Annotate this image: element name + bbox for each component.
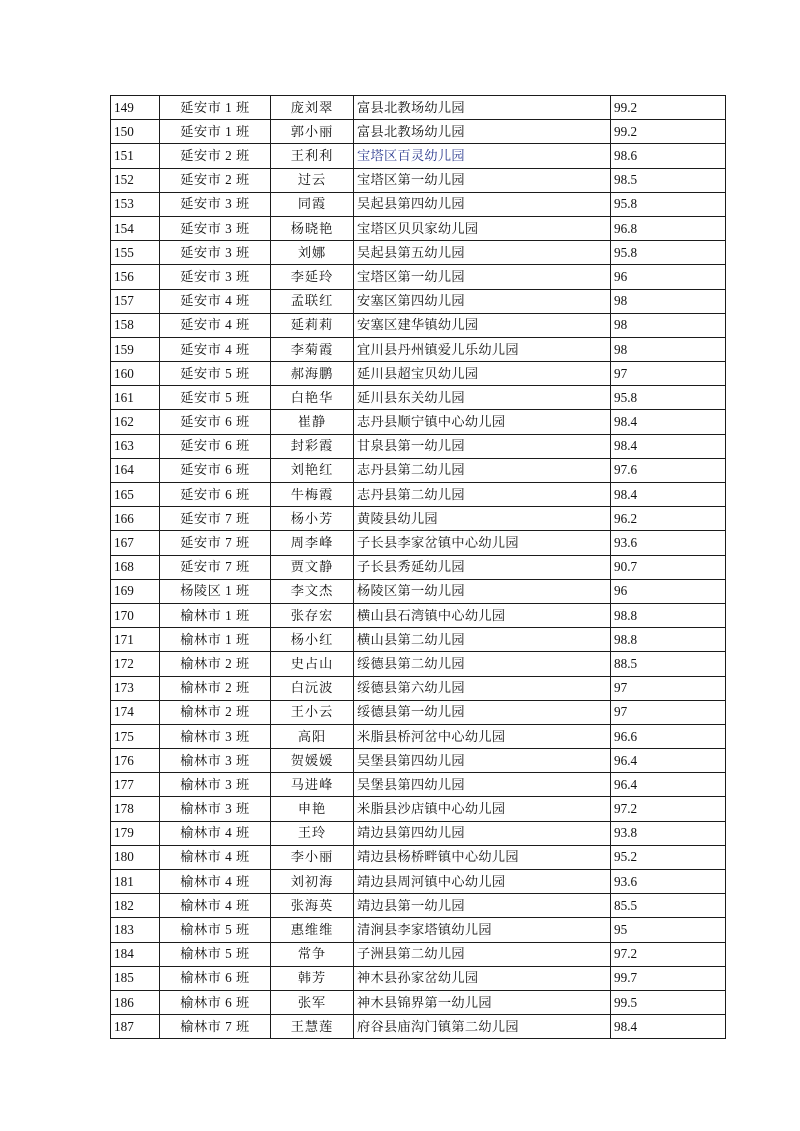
cell-score: 93.6 xyxy=(611,870,726,894)
cell-class: 榆林市 2 班 xyxy=(160,676,271,700)
cell-score: 98.4 xyxy=(611,410,726,434)
cell-class: 延安市 6 班 xyxy=(160,483,271,507)
cell-name: 郝海鹏 xyxy=(271,362,354,386)
cell-unit: 延川县超宝贝幼儿园 xyxy=(354,362,611,386)
cell-index: 182 xyxy=(111,894,160,918)
cell-index: 150 xyxy=(111,120,160,144)
cell-unit: 横山县第二幼儿园 xyxy=(354,628,611,652)
cell-index: 185 xyxy=(111,966,160,990)
table-row xyxy=(111,870,726,894)
roster-table-body xyxy=(111,96,726,1039)
cell-name: 惠维维 xyxy=(271,918,354,942)
cell-class: 榆林市 3 班 xyxy=(160,724,271,748)
cell-score: 99.2 xyxy=(611,96,726,120)
cell-name: 周李峰 xyxy=(271,531,354,555)
table-row xyxy=(111,700,726,724)
table-row xyxy=(111,773,726,797)
cell-index: 162 xyxy=(111,410,160,434)
cell-index: 158 xyxy=(111,313,160,337)
cell-index: 187 xyxy=(111,1015,160,1039)
table-row xyxy=(111,337,726,361)
cell-class: 榆林市 4 班 xyxy=(160,845,271,869)
cell-class: 榆林市 2 班 xyxy=(160,652,271,676)
cell-index: 178 xyxy=(111,797,160,821)
cell-score: 96.4 xyxy=(611,773,726,797)
cell-unit: 富县北教场幼儿园 xyxy=(354,96,611,120)
cell-index: 183 xyxy=(111,918,160,942)
cell-index: 153 xyxy=(111,192,160,216)
table-row xyxy=(111,894,726,918)
table-row xyxy=(111,749,726,773)
cell-index: 176 xyxy=(111,749,160,773)
cell-name: 常争 xyxy=(271,942,354,966)
cell-index: 174 xyxy=(111,700,160,724)
cell-class: 延安市 7 班 xyxy=(160,531,271,555)
table-row xyxy=(111,458,726,482)
roster-table-container xyxy=(110,95,690,1039)
cell-name: 张海英 xyxy=(271,894,354,918)
cell-score: 95 xyxy=(611,918,726,942)
cell-unit: 子洲县第二幼儿园 xyxy=(354,942,611,966)
cell-class: 榆林市 6 班 xyxy=(160,966,271,990)
table-row xyxy=(111,289,726,313)
cell-name: 白沅波 xyxy=(271,676,354,700)
cell-class: 延安市 7 班 xyxy=(160,507,271,531)
table-row xyxy=(111,410,726,434)
cell-name: 孟联红 xyxy=(271,289,354,313)
cell-class: 延安市 5 班 xyxy=(160,362,271,386)
cell-score: 97 xyxy=(611,700,726,724)
cell-class: 榆林市 4 班 xyxy=(160,821,271,845)
cell-unit: 吴起县第四幼儿园 xyxy=(354,192,611,216)
table-row xyxy=(111,96,726,120)
cell-name: 杨小红 xyxy=(271,628,354,652)
cell-class: 延安市 1 班 xyxy=(160,96,271,120)
cell-index: 184 xyxy=(111,942,160,966)
cell-score: 98.8 xyxy=(611,603,726,627)
cell-score: 96.8 xyxy=(611,216,726,240)
cell-score: 96 xyxy=(611,265,726,289)
cell-index: 163 xyxy=(111,434,160,458)
table-row xyxy=(111,966,726,990)
table-row xyxy=(111,990,726,1014)
cell-class: 杨陵区 1 班 xyxy=(160,579,271,603)
cell-unit: 府谷县庙沟门镇第二幼儿园 xyxy=(354,1015,611,1039)
cell-name: 杨晓艳 xyxy=(271,216,354,240)
cell-score: 98 xyxy=(611,289,726,313)
cell-name: 白艳华 xyxy=(271,386,354,410)
cell-name: 韩芳 xyxy=(271,966,354,990)
cell-index: 172 xyxy=(111,652,160,676)
cell-name: 同霞 xyxy=(271,192,354,216)
cell-unit: 靖边县第四幼儿园 xyxy=(354,821,611,845)
cell-class: 榆林市 4 班 xyxy=(160,894,271,918)
cell-score: 96 xyxy=(611,579,726,603)
cell-index: 179 xyxy=(111,821,160,845)
cell-score: 98.4 xyxy=(611,434,726,458)
cell-score: 95.8 xyxy=(611,241,726,265)
cell-unit: 绥德县第二幼儿园 xyxy=(354,652,611,676)
cell-name: 李菊霞 xyxy=(271,337,354,361)
cell-class: 延安市 4 班 xyxy=(160,313,271,337)
cell-name: 李小丽 xyxy=(271,845,354,869)
table-row xyxy=(111,821,726,845)
cell-class: 延安市 5 班 xyxy=(160,386,271,410)
cell-class: 延安市 6 班 xyxy=(160,434,271,458)
cell-unit: 子长县秀延幼儿园 xyxy=(354,555,611,579)
cell-class: 延安市 3 班 xyxy=(160,216,271,240)
cell-class: 延安市 3 班 xyxy=(160,192,271,216)
table-row xyxy=(111,265,726,289)
table-row xyxy=(111,531,726,555)
cell-name: 贺媛媛 xyxy=(271,749,354,773)
cell-score: 97.6 xyxy=(611,458,726,482)
cell-name: 庞刘翠 xyxy=(271,96,354,120)
cell-score: 85.5 xyxy=(611,894,726,918)
cell-class: 榆林市 5 班 xyxy=(160,942,271,966)
cell-unit: 米脂县沙店镇中心幼儿园 xyxy=(354,797,611,821)
cell-score: 93.6 xyxy=(611,531,726,555)
table-row xyxy=(111,507,726,531)
cell-score: 98 xyxy=(611,337,726,361)
cell-score: 97.2 xyxy=(611,942,726,966)
cell-score: 98 xyxy=(611,313,726,337)
table-row xyxy=(111,386,726,410)
cell-name: 高阳 xyxy=(271,724,354,748)
cell-score: 96.2 xyxy=(611,507,726,531)
cell-class: 榆林市 2 班 xyxy=(160,700,271,724)
table-row xyxy=(111,1015,726,1039)
cell-score: 95.8 xyxy=(611,386,726,410)
cell-class: 榆林市 3 班 xyxy=(160,749,271,773)
cell-name: 杨小芳 xyxy=(271,507,354,531)
cell-unit: 甘泉县第一幼儿园 xyxy=(354,434,611,458)
cell-index: 177 xyxy=(111,773,160,797)
cell-class: 延安市 3 班 xyxy=(160,241,271,265)
cell-class: 延安市 7 班 xyxy=(160,555,271,579)
cell-index: 154 xyxy=(111,216,160,240)
cell-class: 延安市 4 班 xyxy=(160,337,271,361)
cell-score: 96.6 xyxy=(611,724,726,748)
cell-index: 165 xyxy=(111,483,160,507)
cell-score: 99.5 xyxy=(611,990,726,1014)
cell-unit: 靖边县杨桥畔镇中心幼儿园 xyxy=(354,845,611,869)
table-row xyxy=(111,652,726,676)
cell-index: 167 xyxy=(111,531,160,555)
table-row xyxy=(111,120,726,144)
cell-index: 152 xyxy=(111,168,160,192)
cell-index: 157 xyxy=(111,289,160,313)
cell-score: 97.2 xyxy=(611,797,726,821)
cell-unit: 绥德县第六幼儿园 xyxy=(354,676,611,700)
table-row xyxy=(111,362,726,386)
cell-unit: 清涧县李家塔镇幼儿园 xyxy=(354,918,611,942)
cell-unit: 杨陵区第一幼儿园 xyxy=(354,579,611,603)
cell-name: 郭小丽 xyxy=(271,120,354,144)
table-row xyxy=(111,918,726,942)
cell-index: 156 xyxy=(111,265,160,289)
cell-unit: 志丹县第二幼儿园 xyxy=(354,458,611,482)
cell-name: 刘初海 xyxy=(271,870,354,894)
cell-unit: 黄陵县幼儿园 xyxy=(354,507,611,531)
table-row xyxy=(111,555,726,579)
cell-index: 175 xyxy=(111,724,160,748)
table-row xyxy=(111,483,726,507)
cell-unit: 宝塔区贝贝家幼儿园 xyxy=(354,216,611,240)
cell-unit: 宝塔区第一幼儿园 xyxy=(354,168,611,192)
cell-unit: 吴堡县第四幼儿园 xyxy=(354,773,611,797)
cell-score: 96.4 xyxy=(611,749,726,773)
cell-unit: 宝塔区百灵幼儿园 xyxy=(354,144,611,168)
cell-score: 95.8 xyxy=(611,192,726,216)
table-row xyxy=(111,144,726,168)
cell-score: 98.4 xyxy=(611,1015,726,1039)
cell-unit: 吴起县第五幼儿园 xyxy=(354,241,611,265)
table-row xyxy=(111,676,726,700)
cell-index: 168 xyxy=(111,555,160,579)
cell-index: 161 xyxy=(111,386,160,410)
cell-class: 榆林市 1 班 xyxy=(160,603,271,627)
cell-class: 延安市 6 班 xyxy=(160,410,271,434)
cell-class: 榆林市 7 班 xyxy=(160,1015,271,1039)
cell-name: 马进峰 xyxy=(271,773,354,797)
cell-class: 延安市 2 班 xyxy=(160,168,271,192)
cell-unit: 宝塔区第一幼儿园 xyxy=(354,265,611,289)
cell-name: 李延玲 xyxy=(271,265,354,289)
cell-index: 170 xyxy=(111,603,160,627)
cell-score: 98.4 xyxy=(611,483,726,507)
cell-unit: 靖边县第一幼儿园 xyxy=(354,894,611,918)
cell-unit: 绥德县第一幼儿园 xyxy=(354,700,611,724)
cell-name: 张存宏 xyxy=(271,603,354,627)
table-row xyxy=(111,603,726,627)
cell-name: 王利利 xyxy=(271,144,354,168)
cell-name: 贾文静 xyxy=(271,555,354,579)
cell-unit: 子长县李家岔镇中心幼儿园 xyxy=(354,531,611,555)
cell-index: 166 xyxy=(111,507,160,531)
cell-score: 95.2 xyxy=(611,845,726,869)
cell-name: 王慧莲 xyxy=(271,1015,354,1039)
table-row xyxy=(111,797,726,821)
cell-name: 王小云 xyxy=(271,700,354,724)
cell-score: 98.8 xyxy=(611,628,726,652)
cell-name: 李文杰 xyxy=(271,579,354,603)
table-row xyxy=(111,241,726,265)
cell-index: 171 xyxy=(111,628,160,652)
table-row xyxy=(111,845,726,869)
cell-unit: 志丹县第二幼儿园 xyxy=(354,483,611,507)
cell-class: 榆林市 6 班 xyxy=(160,990,271,1014)
table-row xyxy=(111,579,726,603)
table-row xyxy=(111,942,726,966)
cell-class: 榆林市 5 班 xyxy=(160,918,271,942)
cell-index: 151 xyxy=(111,144,160,168)
cell-score: 97 xyxy=(611,362,726,386)
cell-unit: 神木县孙家岔幼儿园 xyxy=(354,966,611,990)
cell-score: 98.6 xyxy=(611,144,726,168)
cell-score: 88.5 xyxy=(611,652,726,676)
cell-class: 延安市 4 班 xyxy=(160,289,271,313)
table-row xyxy=(111,313,726,337)
cell-name: 刘艳红 xyxy=(271,458,354,482)
cell-name: 崔静 xyxy=(271,410,354,434)
cell-unit: 富县北教场幼儿园 xyxy=(354,120,611,144)
cell-score: 93.8 xyxy=(611,821,726,845)
cell-index: 186 xyxy=(111,990,160,1014)
cell-name: 封彩霞 xyxy=(271,434,354,458)
cell-class: 榆林市 3 班 xyxy=(160,797,271,821)
cell-unit: 靖边县周河镇中心幼儿园 xyxy=(354,870,611,894)
table-row xyxy=(111,628,726,652)
cell-score: 90.7 xyxy=(611,555,726,579)
cell-class: 延安市 6 班 xyxy=(160,458,271,482)
cell-name: 刘娜 xyxy=(271,241,354,265)
cell-index: 160 xyxy=(111,362,160,386)
cell-unit: 吴堡县第四幼儿园 xyxy=(354,749,611,773)
cell-index: 169 xyxy=(111,579,160,603)
cell-unit: 安塞区第四幼儿园 xyxy=(354,289,611,313)
table-row xyxy=(111,192,726,216)
cell-class: 榆林市 1 班 xyxy=(160,628,271,652)
cell-score: 98.5 xyxy=(611,168,726,192)
cell-index: 173 xyxy=(111,676,160,700)
table-row xyxy=(111,216,726,240)
table-row xyxy=(111,724,726,748)
cell-index: 155 xyxy=(111,241,160,265)
table-row xyxy=(111,168,726,192)
cell-class: 延安市 1 班 xyxy=(160,120,271,144)
roster-table xyxy=(110,95,726,1039)
cell-name: 申艳 xyxy=(271,797,354,821)
cell-unit: 安塞区建华镇幼儿园 xyxy=(354,313,611,337)
cell-class: 延安市 3 班 xyxy=(160,265,271,289)
cell-score: 99.7 xyxy=(611,966,726,990)
cell-unit: 神木县锦界第一幼儿园 xyxy=(354,990,611,1014)
cell-unit: 延川县东关幼儿园 xyxy=(354,386,611,410)
cell-class: 榆林市 3 班 xyxy=(160,773,271,797)
cell-class: 延安市 2 班 xyxy=(160,144,271,168)
cell-name: 史占山 xyxy=(271,652,354,676)
table-row xyxy=(111,434,726,458)
cell-name: 牛梅霞 xyxy=(271,483,354,507)
cell-score: 97 xyxy=(611,676,726,700)
cell-name: 张军 xyxy=(271,990,354,1014)
cell-index: 180 xyxy=(111,845,160,869)
cell-unit: 横山县石湾镇中心幼儿园 xyxy=(354,603,611,627)
cell-unit: 宜川县丹州镇爱儿乐幼儿园 xyxy=(354,337,611,361)
cell-index: 181 xyxy=(111,870,160,894)
cell-score: 99.2 xyxy=(611,120,726,144)
cell-name: 过云 xyxy=(271,168,354,192)
cell-unit: 志丹县顺宁镇中心幼儿园 xyxy=(354,410,611,434)
cell-index: 159 xyxy=(111,337,160,361)
cell-name: 延莉莉 xyxy=(271,313,354,337)
cell-index: 164 xyxy=(111,458,160,482)
cell-class: 榆林市 4 班 xyxy=(160,870,271,894)
cell-name: 王玲 xyxy=(271,821,354,845)
cell-index: 149 xyxy=(111,96,160,120)
cell-unit: 米脂县桥河岔中心幼儿园 xyxy=(354,724,611,748)
